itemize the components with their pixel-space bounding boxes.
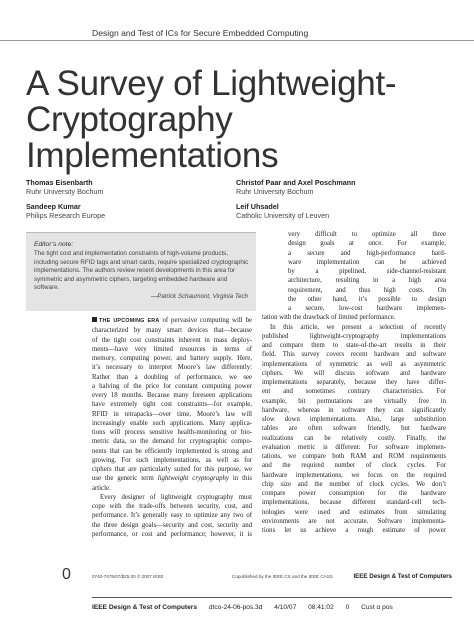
article-title (26, 66, 466, 174)
body-line: published lightweight-cryptography implementations (262, 332, 446, 340)
body-line: ments—have very limited resources in terms of (92, 345, 252, 353)
body-line: tables are often software friendly, but hardware (262, 425, 446, 433)
author-affiliation: Ruhr University Bochum (26, 187, 104, 196)
author-name: Sandeep Kumar (26, 202, 81, 211)
author-block (26, 178, 104, 196)
running-head: Design and Test of ICs for Secure Embedded Computing (92, 28, 309, 38)
job-line (92, 604, 403, 611)
body-line: hardware, whereas in software they can significantly (262, 406, 446, 414)
body-line: by a pipelined, side-channel-resistant (288, 268, 446, 275)
body-line: RFID in tetrapacks—over time, Moore’s law will (92, 410, 252, 418)
body-column-right (262, 230, 446, 535)
author-name: Thomas Eisenbarth (26, 178, 93, 187)
editors-note-signature: —Patrick Schaumont, Virginia Tech (151, 293, 248, 300)
lead-square-icon (92, 317, 97, 322)
job-proof: Cust α pos (361, 604, 393, 611)
body-line (92, 474, 252, 483)
job-date: 4/10/07 (274, 604, 297, 611)
body-line: requirement, and thus high costs. On (288, 286, 446, 294)
body-line: a secure and high-performance hard- (288, 249, 446, 257)
body-line: the other hand, it’s possible to design (288, 295, 446, 303)
body-line: very difficult to optimize all three (288, 231, 446, 238)
body-line: the three design goals—security and cost, security and (92, 521, 252, 529)
body-line: implementations, because different standard-cell tech- (262, 499, 446, 507)
author-block (26, 202, 105, 220)
editors-note-box (26, 232, 256, 311)
body-line: nologies were used and estimates from simulating (262, 508, 446, 516)
job-file: dtco-24-06-pos.3d (208, 604, 263, 611)
journal-name: IEEE Design & Test of Computers (353, 573, 452, 580)
body-line: a secure, low-cost hardware implemen- (288, 305, 446, 312)
body-line: a halving of the price for constant computing power (92, 382, 252, 390)
body-line: ciphers that are particularly suited for this purpose, we (92, 466, 252, 473)
body-line: example, bit permutations are virtually free in (262, 397, 446, 405)
body-line: cope with the trade-offs between security, cost, and (92, 503, 252, 510)
body-line-part: use the generic term lightweight cryptography in this (92, 475, 252, 483)
body-line: slow down implementations. Also, large substitution (262, 416, 446, 423)
copublished-line: Copublished by the IEEE CS and the IEEE CASS (232, 574, 333, 579)
editors-note-heading: Editor’s note: (34, 241, 74, 248)
body-line: ciphers. We will discuss software and hardware (262, 369, 446, 377)
author-block (236, 202, 329, 220)
body-line: design goals at once. For example, (288, 240, 446, 248)
body-line: compare power consumption for the hardware (262, 490, 446, 497)
job-time: 08:41:02 (308, 604, 334, 611)
body-line: performance. It’s generally easy to optimize any two of (92, 512, 252, 520)
footer-rule (92, 597, 452, 598)
body-line: have extremely tight cost constraints—for example, (92, 401, 252, 409)
body-line: tions will process sensitive health-monitoring or bio- (92, 429, 252, 436)
author-name: Leif Uhsadel (236, 202, 279, 211)
body-line: In this article, we present a selection of recently (270, 323, 446, 331)
author-name: Christof Paar and Axel Poschmann (236, 178, 356, 187)
lead-in: THE UPCOMING ERA (99, 318, 160, 324)
title-line: A Survey of Lightweight- (26, 64, 397, 103)
body-line: tations, we compare both RAM and ROM requirements (262, 453, 446, 460)
body-line: realizations can be relatively costly. Finally, the (262, 434, 446, 442)
editors-note-text: The tight cost and implementation constraints of high-volume products, including secure RFID tags and smart cards, require specialized cryptographic implementations. The authors review recent developments in this area for symmetric and asymmetric ciphers, targeting embedded hardware and software. (34, 250, 249, 291)
body-line: architecture, resulting in a high area (288, 277, 446, 285)
body-line: implementations of symmetric as well as asymmetric (262, 360, 446, 368)
body-line: implementations separately, because they have differ- (262, 379, 446, 386)
author-block (236, 178, 356, 196)
body-line: THE UPCOMING ERA of pervasive computing will be (92, 316, 252, 326)
author-affiliation: Philips Research Europe (26, 211, 106, 220)
body-line: increasingly enable such applications. Many applica- (92, 419, 252, 427)
header-rule (0, 40, 474, 41)
body-line: metric data, so the demand for cryptographic compo- (92, 438, 252, 446)
body-line: and compare them to state-of-the-art results in their (262, 342, 446, 349)
body-line: environments are not accurate. Software implementa- (262, 517, 446, 525)
body-line: of the tight cost constraints inherent in mass deploy- (92, 336, 252, 344)
body-line: chip size and the number of clock cycles. We don’t (262, 480, 446, 488)
body-line: article. (92, 484, 111, 492)
body-line: performance, or cost and performance; however, it is (92, 530, 252, 538)
body-line: characterized by many smart devices that—because (92, 327, 252, 335)
body-line: nents that can be efficiently implemented is strong and (92, 447, 252, 455)
title-line: Implementations (26, 136, 279, 175)
body-line: every 18 months. Because many foreseen applications (92, 392, 252, 399)
body-line: field. This survey covers recent hardware and software (262, 351, 446, 359)
job-page: 0 (345, 604, 350, 611)
body-line: hardware implementations, we focus on the required (262, 471, 446, 479)
body-line: Rather than a doubling of performance, we see (92, 373, 252, 381)
body-line: Every designer of lightweight cryptography must (100, 493, 252, 501)
body-line: evaluation metric is different: For software implemen- (262, 443, 446, 451)
author-affiliation: Ruhr University Bochum (236, 187, 314, 196)
body-line: growing. For such implementations, as well as for (92, 456, 252, 464)
body-line: tation with the drawback of limited performance. (262, 314, 396, 322)
page-folio: 0 (62, 566, 71, 583)
body-line: it’s necessary to interpret Moore’s law differently: (92, 364, 252, 372)
author-affiliation: Catholic University of Leuven (236, 211, 330, 220)
body-line: and the required number of clock cycles. For (262, 462, 446, 470)
body-column-left (92, 316, 252, 539)
body-line: tions let us achieve a rough estimate of power (262, 527, 446, 534)
copyright-line: 0740-7475/07/$25.00 © 2007 IEEE (92, 574, 164, 579)
emphasized-term: lightweight cryptography (157, 475, 229, 483)
body-line: memory, computing power, and battery supply. Here, (92, 355, 252, 362)
job-journal: IEEE Design & Test of Computers (92, 604, 198, 611)
body-line: ware implementation can be achieved (288, 258, 446, 266)
body-line: ent and sometimes contrary characteristics. For (262, 388, 446, 396)
title-line: Cryptography (26, 100, 233, 139)
